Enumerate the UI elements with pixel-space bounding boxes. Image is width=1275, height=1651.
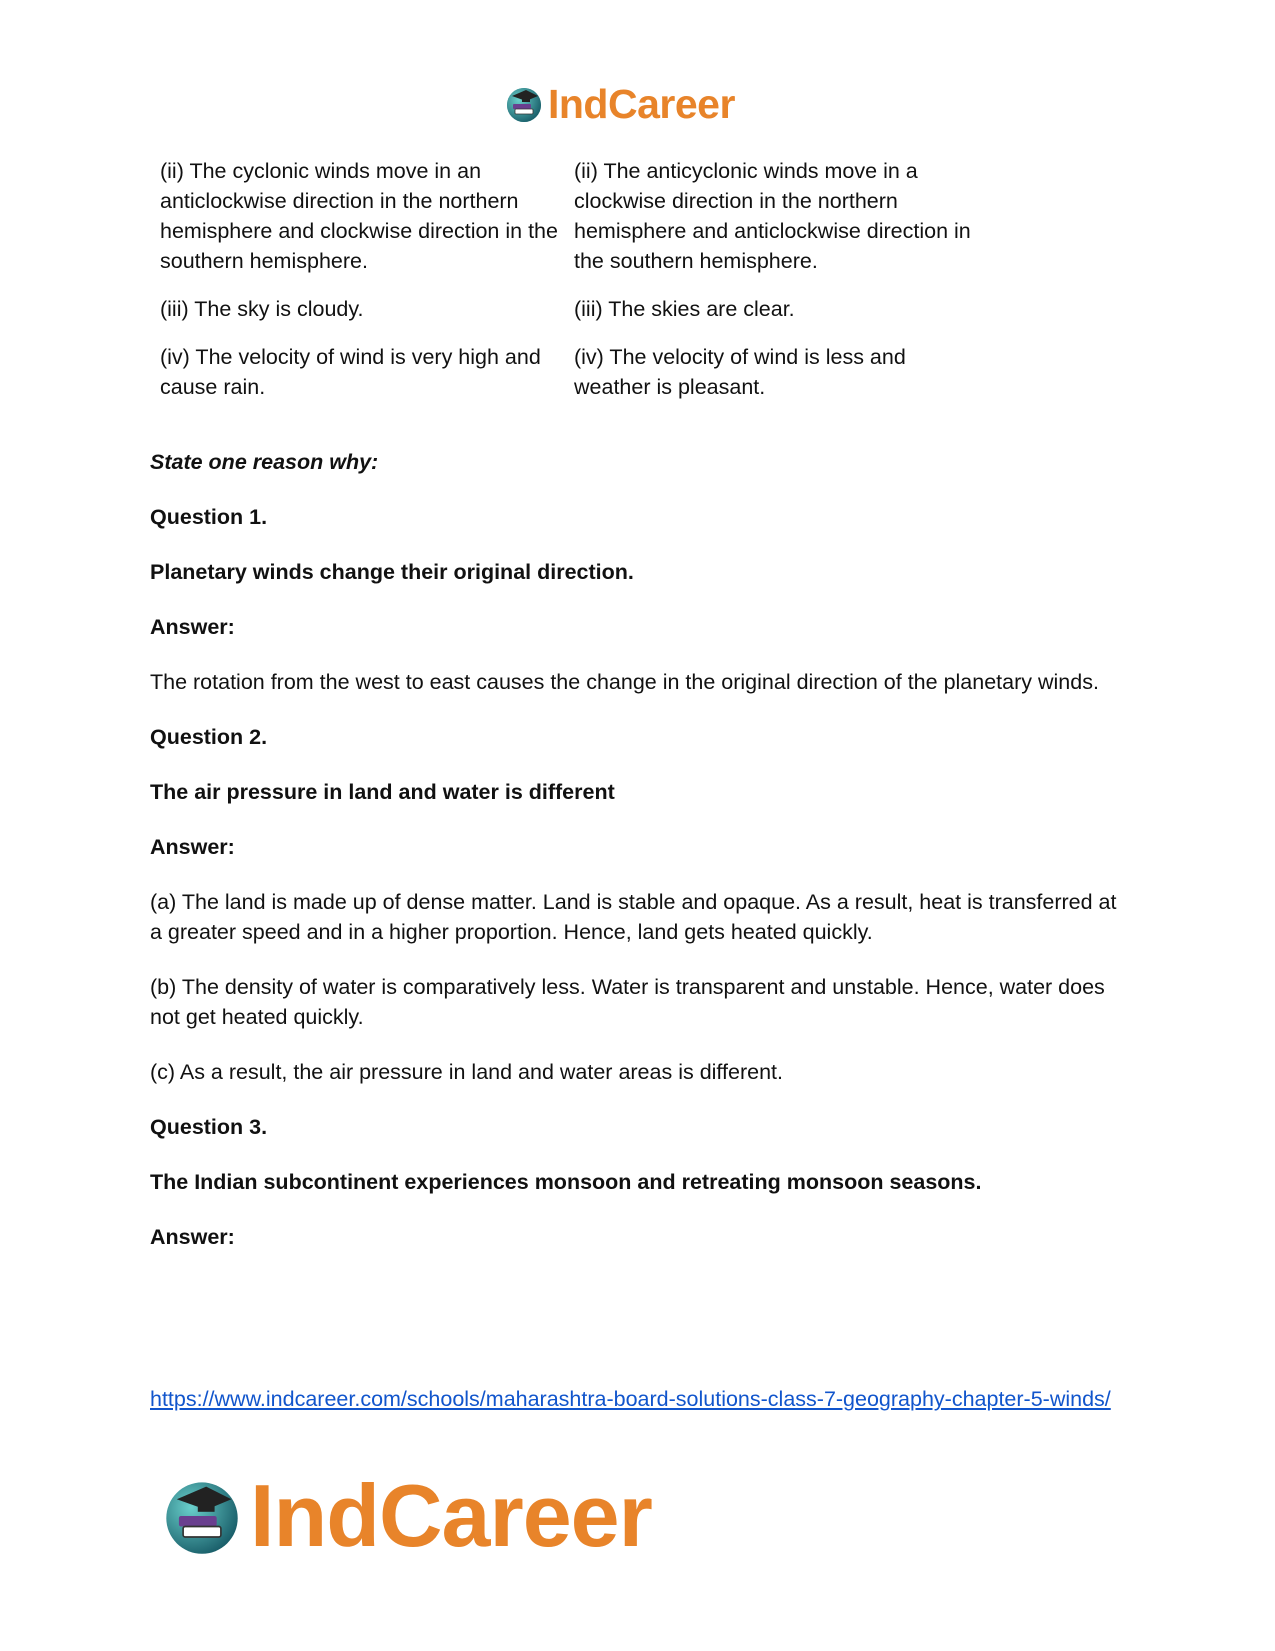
anticyclone-cell: (iii) The skies are clear. (574, 297, 795, 321)
graduation-globe-icon (504, 84, 544, 124)
table-row (160, 342, 1000, 402)
answer-label: Answer: (150, 1225, 235, 1249)
section-heading: State one reason why: (150, 450, 379, 474)
question-text: The Indian subcontinent experiences monsoon and retreating monsoon seasons. (150, 1170, 982, 1194)
cyclone-cell: (iv) The velocity of wind is very high and cause rain. (160, 345, 541, 399)
anticyclone-cell: (ii) The anticyclonic winds move in a clockwise direction in the northern hemisphere and anticlockwise direction in the southern hemisphere. (574, 159, 971, 273)
question-label: Question 1. (150, 505, 268, 529)
comparison-table (160, 156, 1000, 420)
answer-text: (a) The land is made up of dense matter. Land is stable and opaque. As a result, heat is transferred at a greater speed and in a higher proportion. Hence, land gets heated quickly. (150, 890, 1117, 944)
qa-content (150, 447, 1130, 1277)
logo-text: IndCareer (548, 80, 735, 127)
logo-text: IndCareer (250, 1466, 652, 1565)
question-label: Question 3. (150, 1115, 268, 1139)
header-logo (504, 80, 735, 128)
question-text: The air pressure in land and water is different (150, 780, 615, 804)
cyclone-cell: (ii) The cyclonic winds move in an anticlockwise direction in the northern hemisphere and clockwise direction in the southern hemisphere. (160, 159, 558, 273)
footer-logo (160, 1466, 652, 1566)
graduation-globe-icon (160, 1474, 244, 1558)
answer-text: (b) The density of water is comparatively less. Water is transparent and unstable. Hence, water does not get heated quickly. (150, 975, 1105, 1029)
answer-text: The rotation from the west to east causes the change in the original direction of the planetary winds. (150, 670, 1099, 694)
source-link[interactable]: https://www.indcareer.com/schools/maharashtra-board-solutions-class-7-geography-chapter-5-winds/ (150, 1387, 1111, 1411)
table-row (160, 294, 1000, 324)
answer-label: Answer: (150, 835, 235, 859)
cyclone-cell: (iii) The sky is cloudy. (160, 297, 364, 321)
question-text: Planetary winds change their original direction. (150, 560, 634, 584)
table-row (160, 156, 1000, 276)
answer-label: Answer: (150, 615, 235, 639)
answer-text: (c) As a result, the air pressure in land and water areas is different. (150, 1060, 783, 1084)
question-label: Question 2. (150, 725, 268, 749)
anticyclone-cell: (iv) The velocity of wind is less and weather is pleasant. (574, 345, 906, 399)
